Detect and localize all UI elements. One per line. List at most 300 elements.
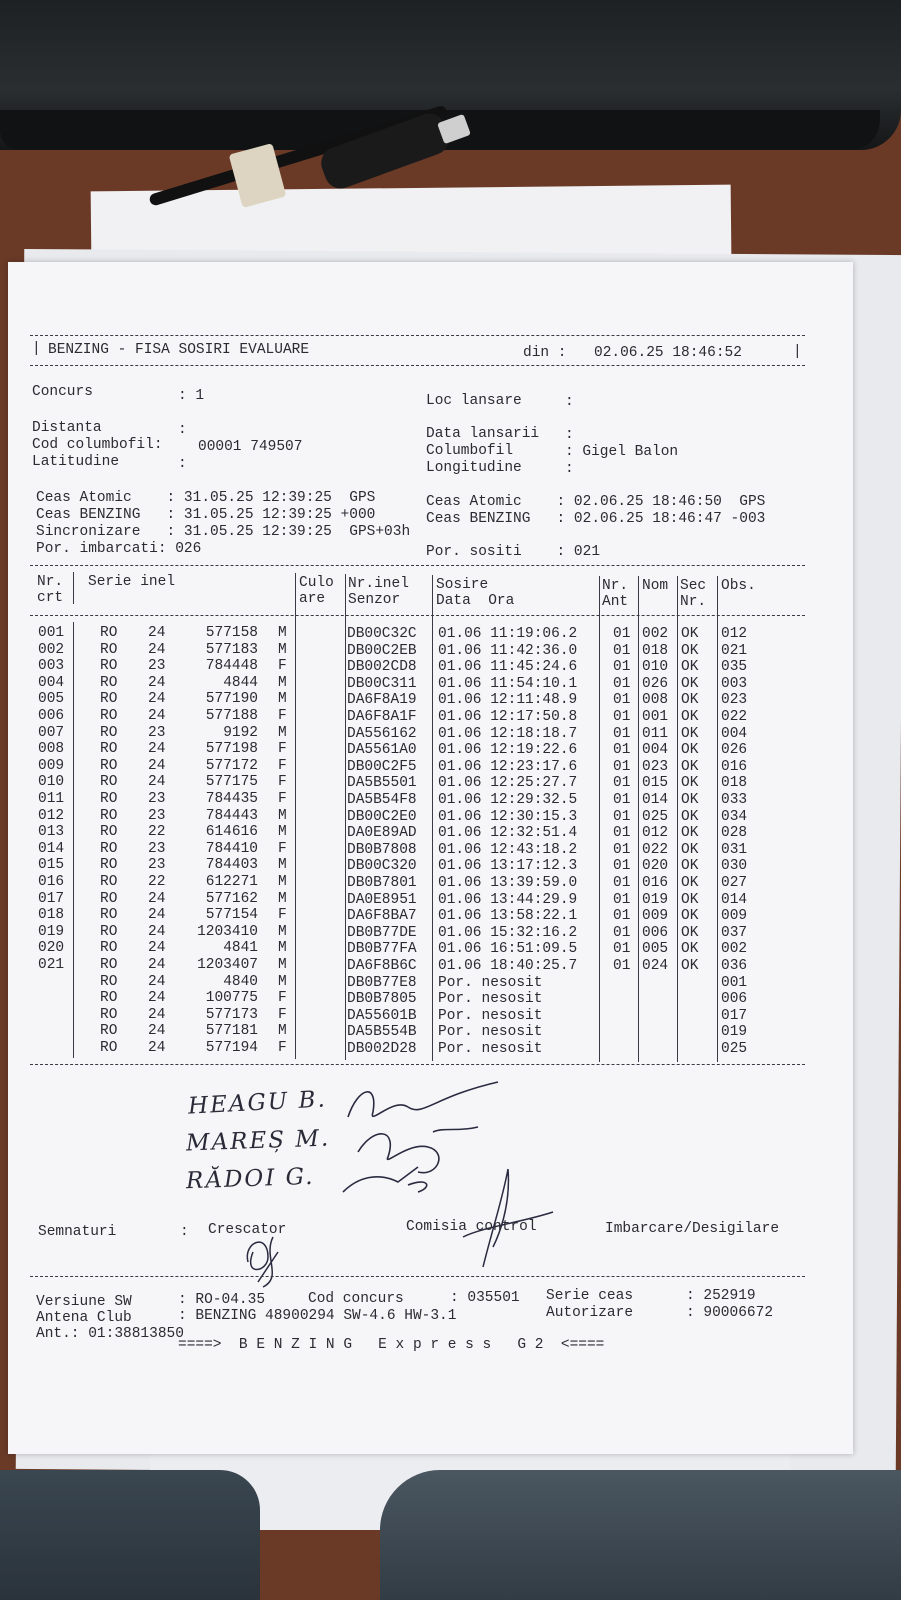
cell-sosire: Por. nesosit: [438, 1007, 543, 1024]
cell-nr: 577175: [205, 774, 258, 791]
cell-ant: 01: [613, 858, 631, 875]
cell-senzor: DB0B77E8: [347, 974, 417, 991]
cell-nom: 023: [642, 758, 669, 775]
cell-senzor: DB002CD8: [347, 659, 417, 676]
cell-nr: 577194: [205, 1040, 258, 1056]
jeans-right: [380, 1470, 901, 1600]
cell-obs: 016: [721, 758, 748, 775]
cell-ant: 01: [613, 924, 631, 941]
cell-sosire: 01.06 12:29:32.5: [438, 792, 578, 808]
cod-concurs-label: Cod concurs: [308, 1291, 404, 1307]
cell-tara: RO: [100, 757, 118, 774]
cell-obs: 033: [721, 792, 748, 808]
cell-an: 23: [148, 658, 166, 675]
cell-crt: 005: [38, 691, 65, 708]
cell-obs: 035: [721, 659, 748, 676]
cell-tara: RO: [100, 1023, 118, 1040]
din-value: 02.06.25 18:46:52: [594, 345, 742, 361]
cell-sosire: Por. nesosit: [438, 974, 543, 991]
cell-obs: 025: [721, 1041, 748, 1057]
cell-an: 23: [148, 807, 166, 824]
signatures-colon: :: [180, 1224, 189, 1240]
cell-tara: RO: [100, 857, 118, 874]
cell-sosire: 01.06 16:51:09.5: [438, 941, 578, 958]
cell-senzor: DB0B77DE: [347, 924, 417, 941]
cell-sec: OK: [681, 792, 699, 808]
signatures-label: Semnaturi: [38, 1224, 117, 1240]
col-obs: Obs.: [721, 578, 756, 594]
cell-an: 24: [148, 973, 166, 990]
cell-nom: 010: [642, 659, 669, 676]
cell-ant: 01: [613, 742, 631, 759]
cell-sosire: 01.06 12:43:18.2: [438, 841, 578, 858]
cell-obs: 009: [721, 908, 748, 925]
brand-line: ====> B E N Z I N G E x p r e s s G 2 <====: [178, 1337, 605, 1353]
col-sosire-1: Sosire: [436, 577, 489, 593]
cod-columbofil-label: Cod columbofil:: [32, 437, 163, 453]
col-rule: [432, 575, 433, 1061]
loc-lansare-label: Loc lansare: [426, 393, 522, 409]
cell-obs: 022: [721, 709, 748, 725]
cell-senzor: DA55601B: [347, 1007, 417, 1024]
porumbei-sositi: Por. sositi : 021: [426, 544, 601, 560]
cell-nom: 024: [642, 958, 669, 974]
cell-nr: 577173: [205, 1006, 258, 1023]
cell-an: 24: [148, 625, 166, 641]
longitudine-label: Longitudine: [426, 460, 522, 476]
col-sec-1: Sec: [680, 578, 707, 594]
cell-sex: M: [278, 1023, 287, 1040]
cell-sex: F: [278, 990, 287, 1007]
cell-ant: 01: [613, 775, 631, 792]
handwritten-name-1: HEAGU B.: [187, 1086, 328, 1120]
cell-sosire: 01.06 13:44:29.9: [438, 891, 578, 908]
handwritten-name-3: RĂDOI G.: [185, 1163, 315, 1195]
cell-crt: 011: [38, 791, 65, 807]
cell-sex: M: [278, 674, 287, 691]
cell-an: 24: [148, 940, 166, 957]
cell-sex: M: [278, 724, 287, 741]
cell-obs: 001: [721, 974, 748, 991]
cell-sec: OK: [681, 742, 699, 759]
distanta-value: :: [178, 422, 187, 438]
cell-sex: F: [278, 658, 287, 675]
cell-crt: 007: [38, 724, 65, 741]
cell-crt: 020: [38, 940, 65, 957]
antena-value: : BENZING 48900294 SW-4.6 HW-3.1: [178, 1308, 457, 1324]
divider: [30, 365, 805, 366]
cell-tara: RO: [100, 691, 118, 708]
cell-tara: RO: [100, 625, 118, 641]
cell-an: 23: [148, 791, 166, 807]
cell-crt: 006: [38, 708, 65, 724]
cell-nom: 015: [642, 775, 669, 792]
cell-sex: F: [278, 708, 287, 724]
cell-nom: 018: [642, 642, 669, 659]
cell-nom: 014: [642, 792, 669, 808]
longitudine-value: :: [565, 461, 574, 477]
cell-sex: M: [278, 641, 287, 658]
columbofil-value: : Gigel Balon: [565, 444, 679, 460]
cell-crt: 009: [38, 757, 65, 774]
cell-obs: 021: [721, 642, 748, 659]
cell-crt: 017: [38, 890, 65, 907]
cell-crt: 012: [38, 807, 65, 824]
cell-sec: OK: [681, 858, 699, 875]
cell-crt: 013: [38, 824, 65, 841]
cell-tara: RO: [100, 874, 118, 890]
cell-nr: 4844: [223, 674, 258, 691]
cell-tara: RO: [100, 990, 118, 1007]
cell-ant: 01: [613, 725, 631, 742]
cell-tara: RO: [100, 791, 118, 807]
cell-ant: 01: [613, 941, 631, 958]
cell-tara: RO: [100, 824, 118, 841]
cell-crt: 010: [38, 774, 65, 791]
cod-columbofil-value: 00001 749507: [198, 439, 303, 455]
cell-senzor: DB00C2F5: [347, 758, 417, 775]
latitudine-value: :: [178, 456, 187, 472]
cell-nr: 4841: [223, 940, 258, 957]
divider: [30, 335, 805, 336]
cell-senzor: DA5561A0: [347, 742, 417, 759]
cell-sec: OK: [681, 924, 699, 941]
cell-senzor: DB002D28: [347, 1041, 417, 1057]
cell-senzor: DB00C2E0: [347, 808, 417, 825]
cell-obs: 014: [721, 891, 748, 908]
ceas-atomic-end: Ceas Atomic : 02.06.25 18:46:50 GPS: [426, 494, 766, 510]
cell-sex: M: [278, 691, 287, 708]
antena-label: Antena Club: [36, 1310, 132, 1326]
cell-sex: M: [278, 857, 287, 874]
cell-nom: 016: [642, 875, 669, 891]
cell-nr: 614616: [205, 824, 258, 841]
cell-senzor: DB00C2EB: [347, 642, 417, 659]
cell-obs: 027: [721, 875, 748, 891]
cell-sosire: 01.06 11:45:24.6: [438, 659, 578, 676]
cell-tara: RO: [100, 674, 118, 691]
cell-an: 24: [148, 641, 166, 658]
col-serie-inel: Serie inel: [88, 574, 176, 590]
col-nr-inel-2: Senzor: [348, 592, 401, 608]
cell-ant: 01: [613, 642, 631, 659]
cell-obs: 030: [721, 858, 748, 875]
cell-sosire: 01.06 11:19:06.2: [438, 626, 578, 642]
cell-senzor: DA0E8951: [347, 891, 417, 908]
cell-tara: RO: [100, 923, 118, 940]
cell-nr: 577154: [205, 907, 258, 924]
cell-sex: F: [278, 840, 287, 857]
cell-sec: OK: [681, 659, 699, 676]
cell-sec: OK: [681, 958, 699, 974]
cell-obs: 034: [721, 808, 748, 825]
cell-sosire: Por. nesosit: [438, 991, 543, 1008]
jeans-left: [0, 1470, 260, 1600]
cell-an: 24: [148, 774, 166, 791]
cell-obs: 018: [721, 775, 748, 792]
cell-nom: 026: [642, 675, 669, 692]
cell-senzor: DA5B54F8: [347, 792, 417, 808]
cell-sex: M: [278, 957, 287, 973]
cell-sec: OK: [681, 758, 699, 775]
cell-nom: 008: [642, 692, 669, 709]
cell-sex: M: [278, 824, 287, 841]
signature-crescator: Crescator: [208, 1222, 287, 1238]
cell-tara: RO: [100, 741, 118, 758]
col-rule: [717, 576, 718, 1062]
cell-ant: 01: [613, 825, 631, 842]
cell-an: 24: [148, 757, 166, 774]
data-lansarii-label: Data lansarii: [426, 426, 540, 442]
cell-nr: 577198: [205, 741, 258, 758]
cell-nr: 4840: [223, 973, 258, 990]
concurs-value: : 1: [178, 388, 205, 404]
cell-nr: 1203407: [197, 957, 258, 973]
cell-sec: OK: [681, 725, 699, 742]
cell-tara: RO: [100, 774, 118, 791]
cell-obs: 031: [721, 841, 748, 858]
cell-tara: RO: [100, 708, 118, 724]
cell-sosire: 01.06 12:19:22.6: [438, 742, 578, 759]
loc-lansare-value: :: [565, 394, 574, 410]
col-nom: Nom: [642, 578, 669, 594]
cell-sex: F: [278, 791, 287, 807]
ceas-benzing-start: Ceas BENZING : 31.05.25 12:39:25 +000: [36, 507, 376, 523]
divider: [30, 1276, 805, 1277]
din-label: din :: [523, 345, 567, 361]
cell-sosire: 01.06 15:32:16.2: [438, 924, 578, 941]
cell-an: 24: [148, 741, 166, 758]
col-ant-1: Nr.: [602, 578, 629, 594]
cell-sosire: 01.06 12:23:17.6: [438, 758, 578, 775]
col-rule: [677, 576, 678, 1062]
cell-sec: OK: [681, 808, 699, 825]
cell-sosire: 01.06 13:39:59.0: [438, 875, 578, 891]
cell-an: 24: [148, 708, 166, 724]
autorizare-label: Autorizare: [546, 1305, 634, 1321]
col-rule: [295, 573, 296, 1059]
cell-an: 23: [148, 840, 166, 857]
cell-nr: 577188: [205, 708, 258, 724]
cell-nr: 784448: [205, 658, 258, 675]
cell-an: 24: [148, 907, 166, 924]
cell-sex: M: [278, 807, 287, 824]
cell-crt: 003: [38, 658, 65, 675]
cell-sec: OK: [681, 692, 699, 709]
cell-ant: 01: [613, 908, 631, 925]
cell-sex: F: [278, 907, 287, 924]
cell-tara: RO: [100, 1040, 118, 1056]
cell-sosire: 01.06 12:18:18.7: [438, 725, 578, 742]
cell-ant: 01: [613, 675, 631, 692]
col-culoare-2: are: [299, 591, 326, 607]
cell-obs: 026: [721, 742, 748, 759]
cell-an: 24: [148, 1040, 166, 1056]
divider: [30, 615, 805, 616]
cell-nr: 784403: [205, 857, 258, 874]
cell-sex: F: [278, 1040, 287, 1056]
serie-ceas-value: : 252919: [686, 1288, 756, 1304]
cell-nr: 577162: [205, 890, 258, 907]
arrival-sheet: [8, 262, 853, 1454]
cell-crt: 021: [38, 957, 65, 973]
col-sec-2: Nr.: [680, 594, 707, 610]
cell-ant: 01: [613, 891, 631, 908]
col-rule: [638, 576, 639, 1062]
cell-senzor: DB0B7801: [347, 875, 417, 891]
cell-sex: F: [278, 757, 287, 774]
cell-obs: 019: [721, 1024, 748, 1041]
cell-an: 24: [148, 674, 166, 691]
cell-sex: M: [278, 874, 287, 890]
cell-nom: 012: [642, 825, 669, 842]
cell-nom: 004: [642, 742, 669, 759]
cell-crt: 002: [38, 641, 65, 658]
page-title: BENZING - FISA SOSIRI EVALUARE: [48, 342, 310, 358]
cell-nom: 011: [642, 725, 669, 742]
cell-nom: 005: [642, 941, 669, 958]
cell-sec: OK: [681, 709, 699, 725]
cell-an: 24: [148, 1006, 166, 1023]
cell-crt: 019: [38, 923, 65, 940]
cell-crt: 008: [38, 741, 65, 758]
cell-senzor: DB0B7808: [347, 841, 417, 858]
header-bar-right: |: [793, 344, 802, 360]
cell-sosire: 01.06 12:11:48.9: [438, 692, 578, 709]
cell-nr: 784435: [205, 791, 258, 807]
autorizare-value: : 90006672: [686, 1305, 774, 1321]
cell-ant: 01: [613, 958, 631, 974]
cell-an: 24: [148, 1023, 166, 1040]
cell-obs: 002: [721, 941, 748, 958]
cell-nr: 9192: [223, 724, 258, 741]
cell-sex: M: [278, 625, 287, 641]
cell-an: 24: [148, 691, 166, 708]
cell-tara: RO: [100, 890, 118, 907]
cell-crt: 014: [38, 840, 65, 857]
cell-ant: 01: [613, 841, 631, 858]
cell-sosire: Por. nesosit: [438, 1041, 543, 1057]
cell-nom: 002: [642, 626, 669, 642]
ant-line: Ant.: 01:38813850: [36, 1326, 184, 1342]
cell-sosire: Por. nesosit: [438, 1024, 543, 1041]
cell-sex: M: [278, 973, 287, 990]
cell-nr: 784410: [205, 840, 258, 857]
cell-tara: RO: [100, 807, 118, 824]
cell-senzor: DA6F8A1F: [347, 709, 417, 725]
cell-tara: RO: [100, 907, 118, 924]
cell-an: 22: [148, 824, 166, 841]
cell-nr: 100775: [205, 990, 258, 1007]
cell-senzor: DB00C32C: [347, 626, 417, 642]
cell-sosire: 01.06 13:58:22.1: [438, 908, 578, 925]
cell-sosire: 01.06 18:40:25.7: [438, 958, 578, 974]
ceas-benzing-end: Ceas BENZING : 02.06.25 18:46:47 -003: [426, 511, 766, 527]
distanta-label: Distanta: [32, 420, 102, 436]
col-rule: [345, 574, 346, 1060]
cell-sex: F: [278, 741, 287, 758]
cell-obs: 003: [721, 675, 748, 692]
cell-ant: 01: [613, 626, 631, 642]
ceas-atomic-start: Ceas Atomic : 31.05.25 12:39:25 GPS: [36, 490, 376, 506]
cell-crt: 018: [38, 907, 65, 924]
cell-obs: 006: [721, 991, 748, 1008]
cell-sosire: 01.06 12:25:27.7: [438, 775, 578, 792]
cell-tara: RO: [100, 724, 118, 741]
sincronizare: Sincronizare : 31.05.25 12:39:25 GPS+03h: [36, 524, 411, 540]
cell-nom: 019: [642, 891, 669, 908]
cell-tara: RO: [100, 973, 118, 990]
cell-nr: 577172: [205, 757, 258, 774]
cell-nr: 577190: [205, 691, 258, 708]
cell-ant: 01: [613, 808, 631, 825]
cell-senzor: DA5B554B: [347, 1024, 417, 1041]
versiune-label: Versiune SW: [36, 1294, 132, 1310]
cell-nom: 025: [642, 808, 669, 825]
cell-sex: M: [278, 923, 287, 940]
signature-imbarcare: Imbarcare/Desigilare: [605, 1221, 780, 1237]
porumbei-imbarcati: Por. imbarcati: 026: [36, 541, 202, 557]
concurs-label: Concurs: [32, 384, 93, 400]
cell-an: 24: [148, 990, 166, 1007]
cell-sex: M: [278, 940, 287, 957]
cell-obs: 028: [721, 825, 748, 842]
cod-concurs-value: : 035501: [450, 1290, 520, 1306]
col-sosire-2: Data Ora: [436, 593, 515, 609]
cell-sosire: 01.06 11:54:10.1: [438, 675, 578, 692]
cell-senzor: DB00C320: [347, 858, 417, 875]
cell-tara: RO: [100, 641, 118, 658]
cell-nom: 020: [642, 858, 669, 875]
cell-ant: 01: [613, 792, 631, 808]
divider: [30, 565, 805, 566]
cell-sec: OK: [681, 775, 699, 792]
cell-sosire: 01.06 13:17:12.3: [438, 858, 578, 875]
cell-senzor: DA5B5501: [347, 775, 417, 792]
cell-senzor: DA6F8A19: [347, 692, 417, 709]
header-bar-left: |: [32, 341, 41, 357]
cell-ant: 01: [613, 692, 631, 709]
cell-tara: RO: [100, 1006, 118, 1023]
cell-crt: 001: [38, 625, 65, 641]
data-lansarii-value: :: [565, 427, 574, 443]
cell-sosire: 01.06 12:30:15.3: [438, 808, 578, 825]
cell-obs: 004: [721, 725, 748, 742]
cell-sosire: 01.06 11:42:36.0: [438, 642, 578, 659]
cell-crt: 004: [38, 674, 65, 691]
cell-obs: 037: [721, 924, 748, 941]
cell-senzor: DB0B77FA: [347, 941, 417, 958]
cell-sec: OK: [681, 941, 699, 958]
cell-an: 24: [148, 923, 166, 940]
cell-obs: 017: [721, 1007, 748, 1024]
cell-nr: 577158: [205, 625, 258, 641]
cell-sec: OK: [681, 891, 699, 908]
cell-sec: OK: [681, 841, 699, 858]
cell-tara: RO: [100, 957, 118, 973]
cell-ant: 01: [613, 875, 631, 891]
col-ant-2: Ant: [602, 594, 629, 610]
col-rule: [73, 572, 74, 604]
cell-ant: 01: [613, 709, 631, 725]
cell-sec: OK: [681, 875, 699, 891]
cell-nom: 022: [642, 841, 669, 858]
cell-ant: 01: [613, 659, 631, 676]
cell-sex: F: [278, 774, 287, 791]
cell-ant: 01: [613, 758, 631, 775]
cell-tara: RO: [100, 658, 118, 675]
latitudine-label: Latitudine: [32, 454, 120, 470]
